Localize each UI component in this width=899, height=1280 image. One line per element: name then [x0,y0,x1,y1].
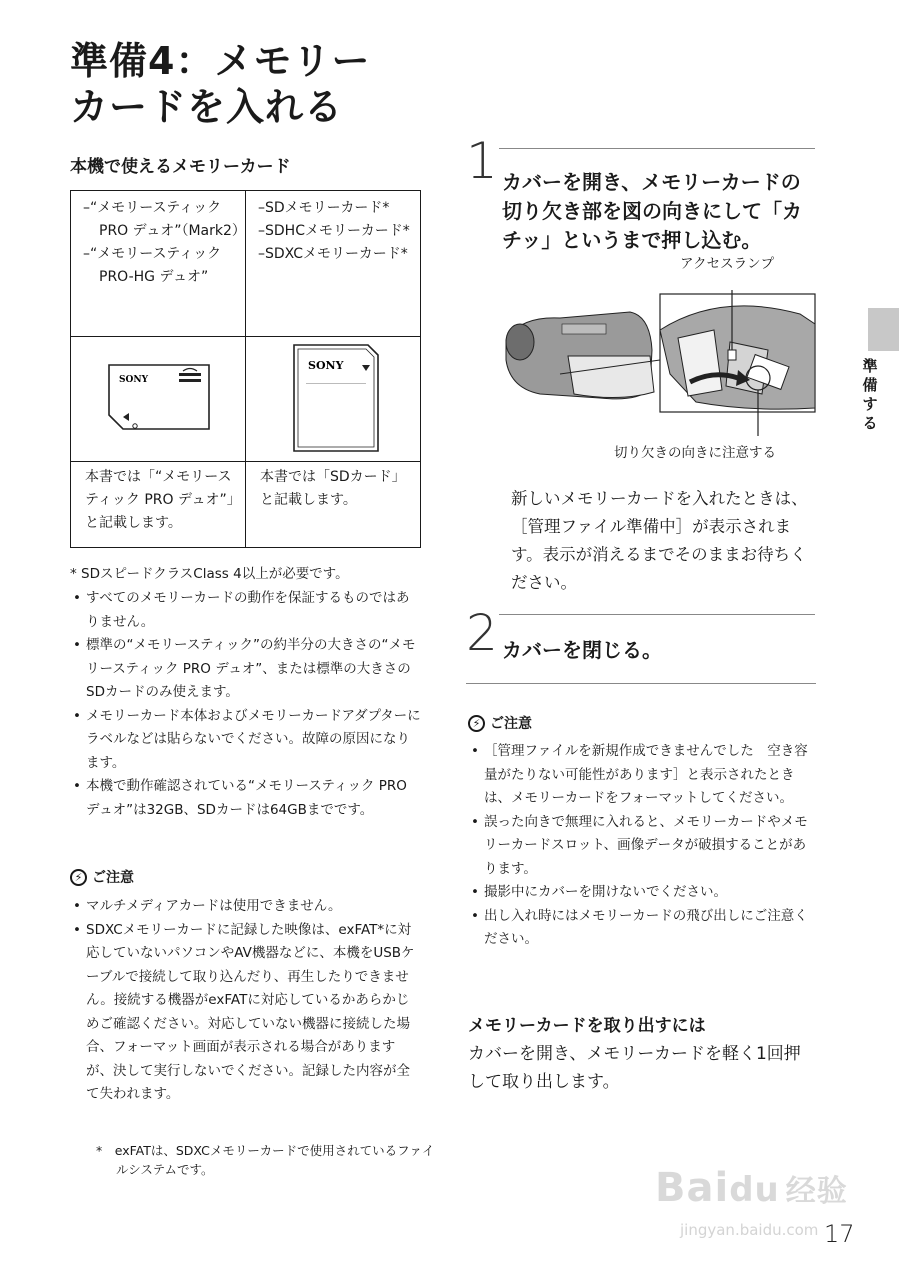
step2-heading: カバーを閉じる。 [502,638,662,662]
compatible-cards-heading: 本機で使えるメモリーカード [70,157,291,177]
caution-icon: ⚡ [70,869,87,886]
left-caution-header [70,867,134,887]
step1-number: 1 [466,132,498,190]
page-title [70,38,370,130]
watermark-brand-du: du [729,1170,780,1210]
card-notes-list [70,587,422,822]
list-item: • 出し入れ時にはメモリーカードの飛び出しにご注意ください。 [468,905,814,952]
left-caution-title: ご注意 [92,870,134,886]
ms-card-brand: SONY [119,375,148,385]
access-lamp-label: アクセスランプ [680,256,775,272]
ms-card-image-cell [71,337,246,462]
page-title-line2: カードを入れる [70,85,344,129]
watermark-brand-right: 经验 [785,1174,848,1209]
list-item: • 撮影中にカバーを開けないでください。 [468,881,814,905]
compatible-cards-table [70,190,421,548]
sd-card-brand: SONY [308,359,344,372]
ms-card-note: 本書では「“メモリースティック PRO デュオ”」と記載します。 [85,469,234,531]
list-item: • 本機で動作確認されている“メモリースティック PRO デュオ”は32GB、SDカードは64GBまでです。 [70,775,422,822]
sd-card-item: –SDXCメモリーカード* [258,246,408,262]
list-item: • 誤った向きで無理に入れると、メモリーカードやメモリーカードスロット、画像データが破損することがあります。 [468,811,814,882]
right-caution-list [468,740,814,952]
sd-card-note: 本書では「SDカード」と記載します。 [260,469,406,508]
right-caution-rule [466,683,816,684]
right-caution-header [468,713,532,733]
ms-card-item: –“メモリースティック PRO デュオ”（Mark2） [83,200,246,239]
watermark-logo [655,1165,848,1211]
left-caution-list [70,895,422,1107]
list-item: • SDXCメモリーカードに記録した映像は、exFAT*に対応していないパソコンやAV機器などに、本機をUSBケーブルで接続して取り込んだり、再生したりできません。接続する機器がexFATに対応しているかあらかじめご確認ください。対応していない機器に接続した場合、フォーマット画面が表示される場合がありますが、決して実行しないでください。記録した内容が全て失われます。 [70,919,422,1107]
sd-card-item: –SDメモリーカード* [258,200,390,216]
sd-card-image-cell [246,337,421,462]
section-side-label [860,357,880,433]
right-caution-title: ご注意 [490,716,532,732]
sd-card-illustration [246,337,420,457]
list-item: • すべてのメモリーカードの動作を保証するものではありません。 [70,587,422,634]
sd-card-list-cell [246,191,421,337]
page-number: 17 [824,1220,855,1248]
sd-speed-footnote: * SDスピードクラスClass 4以上が必要です。 [70,566,349,582]
side-label-char: 準 [862,357,878,375]
side-label-char: す [862,395,878,413]
remove-card-heading: メモリーカードを取り出すには [468,1016,706,1036]
side-label-char: る [862,414,878,432]
exfat-footnote: * exFATは、SDXCメモリーカードで使用されているファイルシステムです。 [96,1143,435,1177]
sd-card-item: –SDHCメモリーカード* [258,223,410,239]
step1-rule [499,148,815,149]
list-item: • 標準の“メモリースティック”の約半分の大きさの“メモリースティック PRO デュオ”、または標準の大きさのSDカードのみ使えます。 [70,634,422,705]
side-label-char: 備 [862,376,878,394]
step2-rule [499,614,815,615]
page-title-line1: 準備4：メモリー [70,39,371,83]
ms-card-item: –“メモリースティック PRO-HG デュオ” [83,246,222,285]
section-side-tab [868,308,899,351]
list-item: • メモリーカード本体およびメモリーカードアダプターにラベルなどは貼らないでください。故障の原因になります。 [70,705,422,776]
caution-icon: ⚡ [468,715,485,732]
camcorder-card-insertion-illustration [500,290,820,442]
ms-card-note-cell [71,462,246,548]
watermark-url: jingyan.baidu.com [680,1221,819,1239]
step1-heading: カバーを開き、メモリーカードの切り欠き部を図の向きにして「カチッ」というまで押し込む。 [502,170,802,252]
memory-stick-illustration [71,337,245,457]
ms-card-list-cell [71,191,246,337]
list-item: • ［管理ファイルを新規作成できませんでした 空き容量がたりない可能性があります］と表示されたときは、メモリーカードをフォーマットしてください。 [468,740,814,811]
watermark-brand-left: Bai [655,1165,730,1211]
list-item: • マルチメディアカードは使用できません。 [70,895,422,919]
step1-body: 新しいメモリーカードを入れたときは、［管理ファイル準備中］が表示されます。表示が消えるまでそのままお待ちください。 [511,489,808,592]
notch-direction-label: 切り欠きの向きに注意する [614,445,776,461]
step2-number: 2 [466,604,498,662]
sd-card-note-cell [246,462,421,548]
remove-card-body: カバーを開き、メモリーカードを軽く1回押して取り出します。 [468,1044,801,1092]
